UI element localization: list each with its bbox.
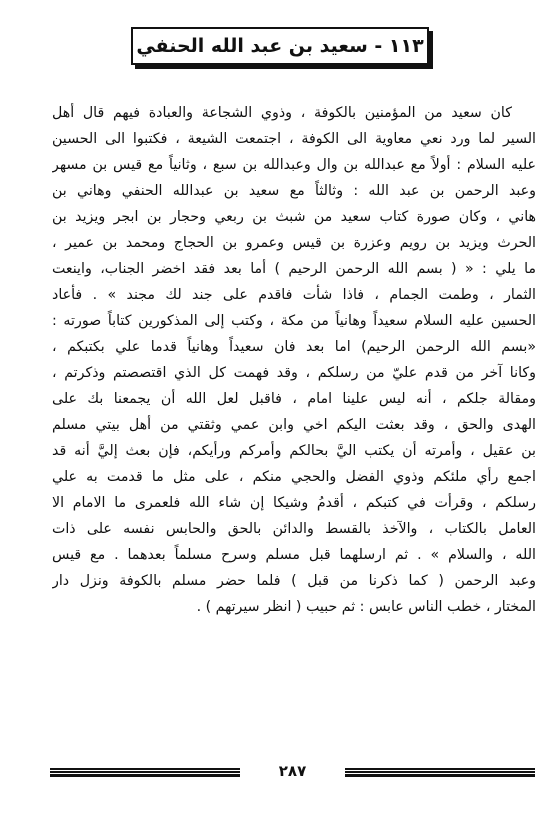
text-line: الحرث ويزيد بن رويم وعزرة بن قيس وعمرو بن الحجاج ومحمد بن عمير ،: [52, 235, 536, 251]
body-paragraph: [52, 100, 536, 620]
text-line: ما يلي : « ( بسم الله الرحمن الرحيم ) أما بعد فقد اخضر الجناب، واينعت: [52, 261, 536, 277]
text-line: عليه السلام : أولاً مع عبدالله بن وال وعبدالله بن سبع ، وثانياً مع قيس بن مسهر: [52, 157, 536, 173]
text-line: العامل بالكتاب ، والآخذ بالقسط والدائن بالحق والحابس نفسه على ذات: [52, 521, 536, 537]
page-number: ٢٨٧: [278, 762, 307, 780]
page-footer: [50, 764, 535, 782]
chapter-title: ١١٣ - سعيد بن عبد الله الحنفي: [136, 35, 424, 57]
text-line: وكانا آخر من قدم عليّ من رسلكم ، وقد فهمت كل الذي اقتصصتم وذكرتم ،: [52, 365, 536, 381]
text-line: كان سعيد من المؤمنين بالكوفة ، وذوي الشجاعة والعبادة فيهم قال أهل: [52, 105, 512, 121]
chapter-title-box: [131, 27, 429, 65]
text-line: السير لما ورد نعي معاوية الى الكوفة ، اجتمعت الشيعة ، فكتبوا الى الحسين: [52, 131, 536, 147]
text-line: اجمع رأي ملئكم وذوي الفضل والحجي منكم ، على مثل ما قدمت به علي: [52, 469, 536, 485]
text-line: الله ، والسلام » . ثم ارسلهما قبل مسلم وسرح مسلماً بعدهما . مع قيس: [52, 547, 536, 563]
text-line: هاني ، وكان صورة كتاب سعيد من شبث بن ربعي وحجار بن ابجر ويزيد بن: [52, 209, 536, 225]
footer-rule-right: [345, 768, 535, 777]
text-line: الحسين عليه السلام سعيداً وهانياً من مكة ، وكتب إلى المذكورين كتاباً صورته :: [52, 313, 536, 329]
text-line: رسلكم ، وقرأت في كتبكم ، أقدمُ وشيكا إن شاء الله فلعمرى ما الامام الا: [52, 495, 536, 511]
text-line: «بسم الله الرحمن الرحيم) اما بعد فان سعيداً وهانياً قدما علي بكتبكم ،: [52, 339, 536, 355]
text-line: ومقالة جلكم ، أنه ليس علينا امام ، فاقبل لعل الله أن يجمعنا بك على: [52, 391, 536, 407]
text-line: وعبد الرحمن ( كما ذكرنا من قبل ) فلما حضر مسلم بالكوفة ونزل دار: [52, 573, 536, 589]
text-line: بن عقيل ، وأمرته أن يكتب اليَّ بحالكم وأمركم ورأيكم، فإن بعث إليَّ أنه قد: [52, 443, 536, 459]
text-line: المختار ، خطب الناس عابس : ثم حبيب ( انظر سيرتهم ) .: [196, 599, 536, 615]
text-line: الهدى والحق ، وقد بعثت اليكم اخي وابن عمي وثقتي من أهل بيتي مسلم: [52, 417, 536, 433]
text-line: الثمار ، وطمت الجمام ، فاذا شأت فاقدم على جند لك مجند » . فأعاد: [52, 287, 536, 303]
text-line: وعبد الرحمن بن عبد الله : وثالثاً مع سعيد بن عبدالله الحنفي وهاني بن: [52, 183, 536, 199]
